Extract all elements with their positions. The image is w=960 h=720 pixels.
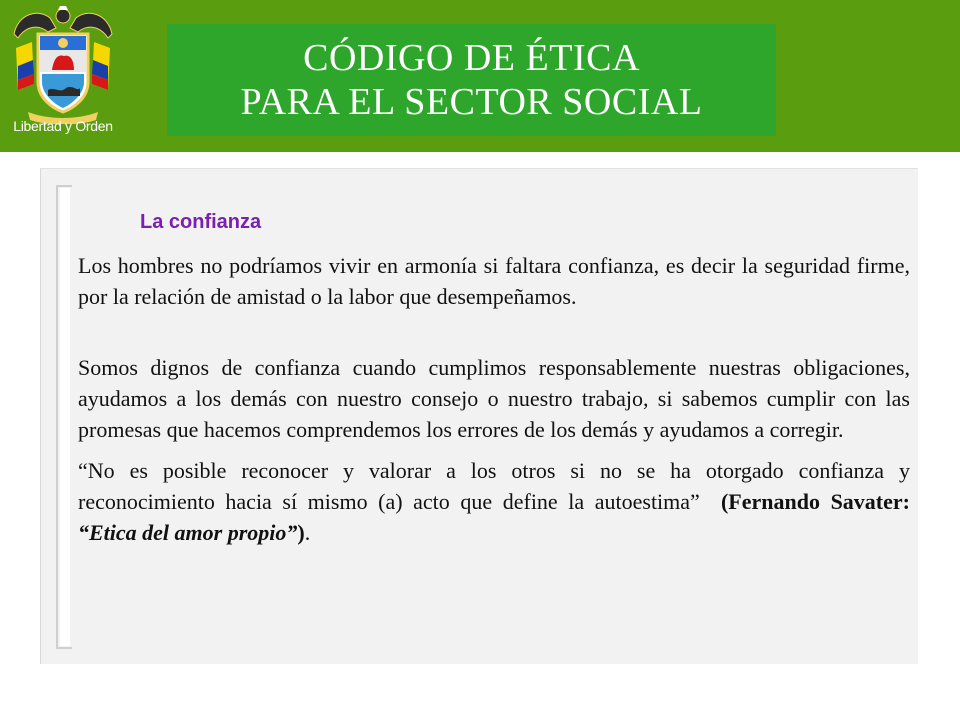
quote-text: “No es posible reconocer y valorar a los otros si no se ha otorgado confianza y reconocimiento hacia sí mismo (a) acto que define la autoestima” (78, 458, 910, 514)
header-band (0, 0, 960, 152)
decorative-bracket-inner (60, 188, 70, 646)
quote-paragraph (78, 455, 910, 548)
text-area (78, 208, 910, 548)
quote-end: . (304, 520, 311, 545)
section-heading: La confianza (140, 211, 262, 233)
paragraph-2: Somos dignos de confianza cuando cumplimos responsablemente nuestras obligaciones, ayudamos a los demás con nuestro consejo o nuestro trabajo, si sabemos cumplir con las promesas que hacemos comprendemos los errores de los demás y ayudamos a corregir. (78, 355, 910, 442)
quote-author: (Fernando Savater: (720, 489, 910, 514)
coat-of-arms-icon (8, 4, 118, 124)
page-title-line-1: CÓDIGO DE ÉTICA (303, 37, 640, 79)
quote-close: ) (297, 520, 305, 545)
quote-work: “Etica del amor propio” (78, 520, 298, 545)
logo-caption: Libertad y Orden (13, 118, 113, 134)
title-box (167, 24, 776, 136)
page-title-line-2: PARA EL SECTOR SOCIAL (240, 81, 703, 123)
paragraph-1: Los hombres no podríamos vivir en armonía si faltara confianza, es decir la seguridad firme, por la relación de amistad o la labor que desempeñamos. (78, 253, 910, 309)
